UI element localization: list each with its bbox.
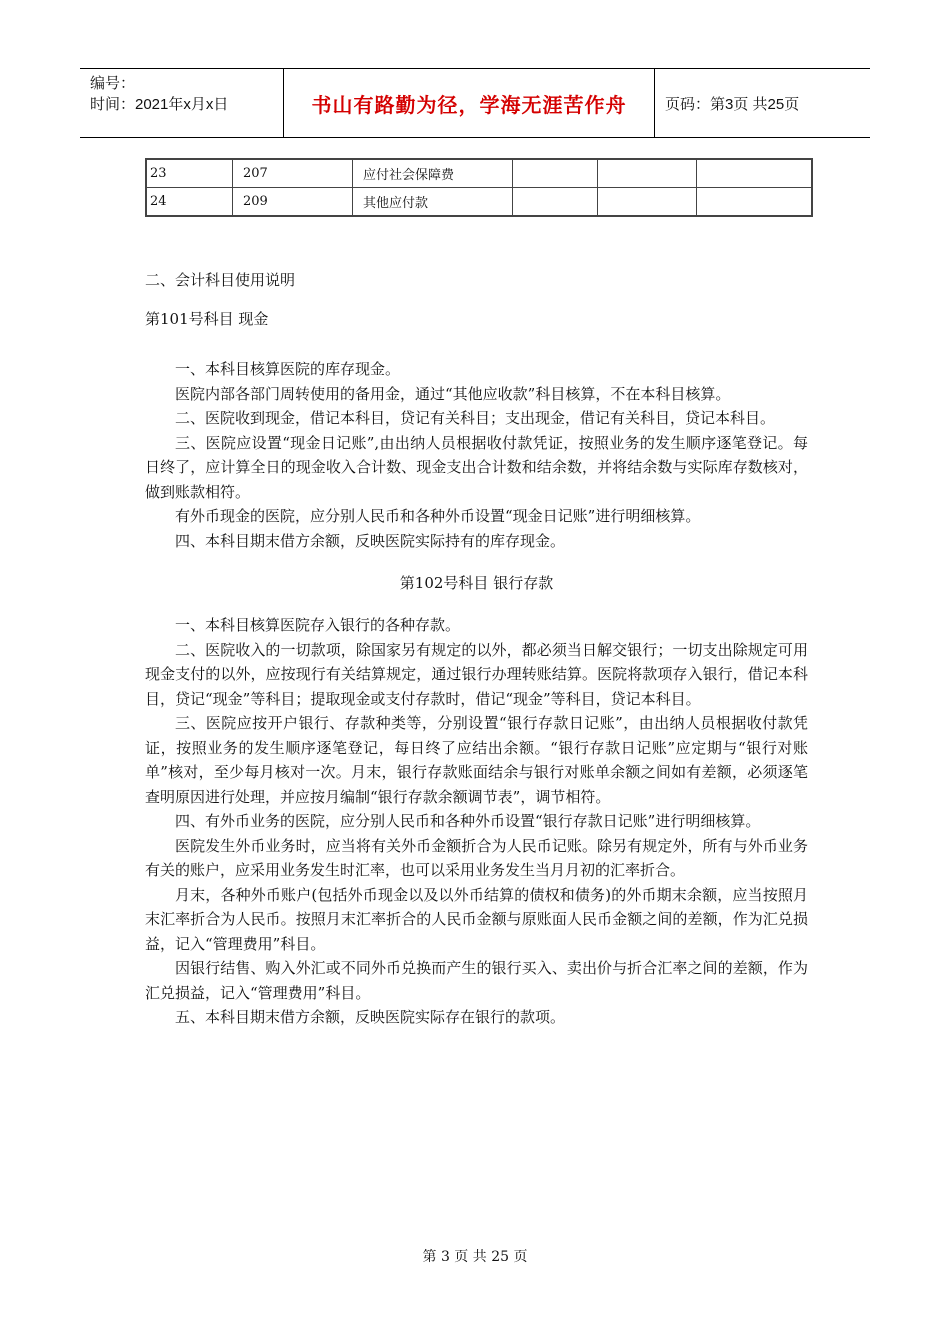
empty-cell	[697, 159, 813, 188]
table-row	[146, 188, 812, 217]
paragraph: 三、医院应按开户银行、存款种类等，分别设置“银行存款日记账”，由出纳人员根据收付款凭证，按照业务的发生顺序逐笔登记，每日终了应结出余额。“银行存款日记账”应定期与“银行对账单”核对，至少每月核对一次。月末，银行存款账面结余与银行对账单余额之间如有差额，必须逐笔查明原因进行处理，并应按月编制“银行存款余额调节表”，调节相符。	[145, 714, 808, 806]
page-footer: 第 3 页 共 25 页	[422, 1249, 528, 1265]
paragraph: 医院发生外币业务时，应当将有关外币金额折合为人民币记账。除另有规定外，所有与外币业务有关的账户，应采用业务发生时汇率，也可以采用业务发生当月月初的汇率折合。	[145, 836, 808, 879]
empty-cell	[697, 188, 813, 217]
row-number: 24	[146, 188, 233, 217]
account-name: 应付社会保障费	[353, 159, 513, 188]
account-code: 207	[233, 159, 353, 188]
header-page-number: 页码：第3页 共25页	[665, 95, 800, 113]
paragraph: 四、本科目期末借方余额，反映医院实际持有的库存现金。	[175, 531, 566, 550]
paragraph: 三、医院应设置“现金日记账”,由出纳人员根据收付款凭证，按照业务的发生顺序逐笔登记。每日终了，应计算全日的现金收入合计数、现金支出合计数和结余数，并将结余数与实际库存数核对，做到账款相符。	[145, 433, 808, 501]
paragraph: 一、本科目核算医院的库存现金。	[175, 360, 401, 378]
table-row	[146, 159, 812, 188]
subject-101-title: 第101号科目 现金	[145, 310, 269, 328]
section-heading: 二、会计科目使用说明	[145, 271, 296, 289]
account-name: 其他应付款	[353, 188, 513, 217]
row-number: 23	[146, 159, 233, 188]
paragraph: 一、本科目核算医院存入银行的各种存款。	[175, 616, 461, 634]
paragraph: 月末，各种外币账户(包括外币现金以及以外币结算的债权和债务)的外币期末余额，应当按照月末汇率折合为人民币。按照月末汇率折合的人民币金额与原账面人民币金额之间的差额，作为汇兑损益，记入“管理费用”科目。	[145, 885, 808, 953]
paragraph: 四、有外币业务的医院，应分别人民币和各种外币设置“银行存款日记账”进行明细核算。	[175, 812, 761, 830]
paragraph: 医院内部各部门周转使用的备用金，通过“其他应收款”科目核算，不在本科目核算。	[175, 384, 731, 403]
empty-cell	[513, 159, 598, 188]
accounts-table	[145, 158, 813, 217]
header-motto: 书山有路勤为径，学海无涯苦作舟	[283, 69, 655, 137]
paragraph: 五、本科目期末借方余额，反映医院实际存在银行的款项。	[175, 1008, 566, 1026]
paragraph: 二、医院收到现金，借记本科目，贷记有关科目；支出现金，借记有关科目，贷记本科目。	[175, 409, 776, 427]
empty-cell	[513, 188, 598, 217]
paragraph: 因银行结售、购入外汇或不同外币兑换而产生的银行买入、卖出价与折合汇率之间的差额，作为汇兑损益，记入“管理费用”科目。	[145, 959, 808, 1002]
document-date: 时间：2021年x月x日	[90, 96, 229, 113]
empty-cell	[598, 159, 697, 188]
empty-cell	[598, 188, 697, 217]
header-meta	[80, 69, 283, 137]
subject-102-title: 第102号科目 银行存款	[399, 574, 554, 592]
document-body	[145, 268, 808, 1030]
document-number-label: 编号：	[90, 75, 136, 92]
paragraph: 有外币现金的医院，应分别人民币和各种外币设置“现金日记账”进行明细核算。	[175, 507, 701, 525]
paragraph: 二、医院收入的一切款项，除国家另有规定的以外，都必须当日解交银行；一切支出除规定可用现金支付的以外，应按现行有关结算规定，通过银行办理转账结算。医院将款项存入银行，借记本科目，贷记“现金”等科目；提取现金或支付存款时，借记“现金”等科目，贷记本科目。	[145, 640, 808, 708]
page-header	[80, 68, 870, 138]
account-code: 209	[233, 188, 353, 217]
